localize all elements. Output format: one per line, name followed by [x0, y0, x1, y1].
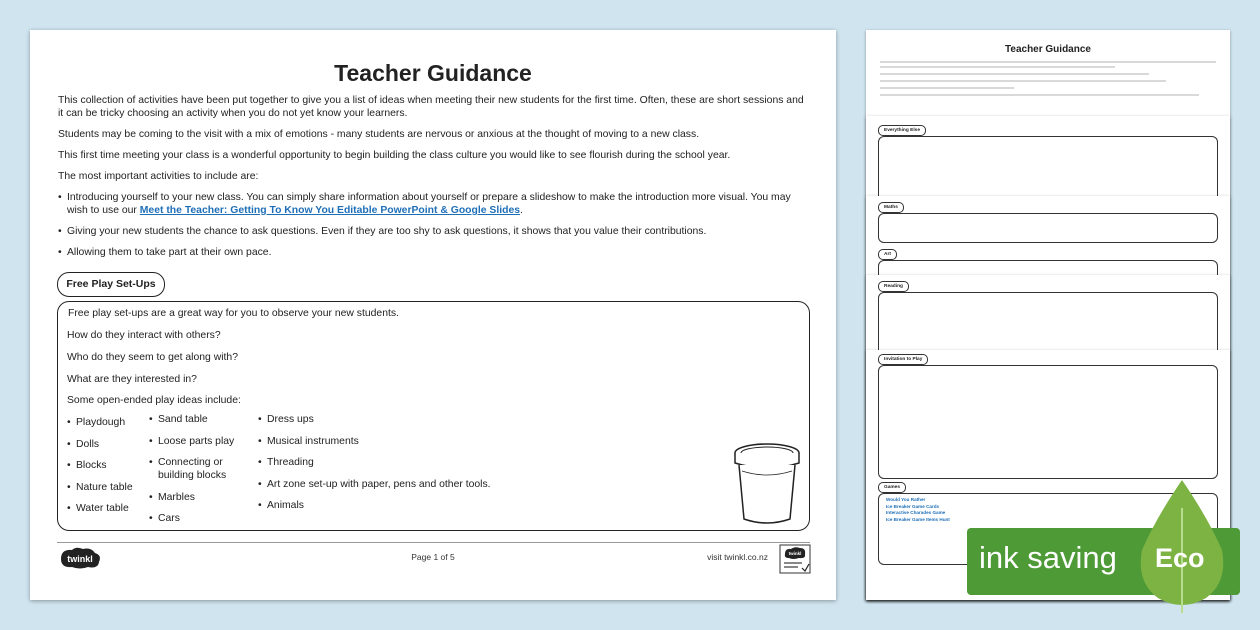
list-item: [58, 191, 810, 217]
preview-section-label: Maths: [878, 202, 904, 213]
list-item: Interactive Charades Game: [886, 510, 946, 515]
list-item: • Dress ups: [258, 413, 508, 426]
emotions-paragraph: Students may be coming to the visit with a mix of emotions - many students are nervous or anxious at the thought of moving to a new class.: [58, 129, 700, 140]
list-item: • Nature table: [67, 481, 147, 494]
preview-section-box: [878, 365, 1218, 479]
ideas-column-1: [67, 416, 147, 515]
list-item: • Art zone set-up with paper, pens and other tools.: [258, 478, 508, 491]
list-item: • Blocks: [67, 459, 147, 472]
eco-badge-label: Eco: [1155, 543, 1205, 573]
list-item: Ice Breaker Game Items Hunt: [886, 516, 950, 522]
main-page: [30, 30, 836, 600]
preview-text-block: [880, 58, 1216, 101]
page-body: [58, 94, 810, 267]
footer-divider: [57, 542, 810, 543]
ideas-column-2: [149, 413, 244, 525]
activities-heading: The most important activities to include are:: [58, 171, 259, 182]
list-item-text: Introducing yourself to your new class. You can simply share information about yourself or prepare a slideshow to make the introduction more visual. You may wish to use our: [67, 192, 791, 216]
list-item: • Water table: [67, 502, 147, 515]
list-item: Ice Breaker Game Cards: [886, 503, 940, 509]
list-item: • Musical instruments: [258, 435, 508, 448]
preview-section-label: Invitation to Play: [878, 354, 928, 365]
list-item-end: .: [520, 205, 523, 216]
preview-section-label: Art: [878, 249, 897, 260]
quality-badge-icon: [779, 544, 811, 574]
eco-banner-label: ink saving: [979, 540, 1117, 575]
box-question: Who do they seem to get along with?: [67, 352, 238, 363]
list-item: • Allowing them to take part at their own pace.: [58, 246, 810, 259]
website-link[interactable]: visit twinkl.co.nz: [707, 552, 768, 562]
list-item: • Sand table: [149, 413, 244, 426]
box-question: How do they interact with others?: [67, 330, 221, 341]
culture-paragraph: This first time meeting your class is a wonderful opportunity to begin building the class culture you would like to see flourish during the school year.: [58, 150, 731, 161]
box-question: What are they interested in?: [67, 374, 197, 385]
list-item: • Loose parts play: [149, 435, 244, 448]
activities-list: [58, 191, 810, 259]
intro-paragraph: This collection of activities have been put together to give you a list of ideas when meeting their new students for the first time. Often, these are short sessions and it can be tricky choosing an activity when you do not yet know your learners.: [58, 95, 804, 119]
section-label-free-play: Free Play Set-Ups: [57, 272, 165, 297]
preview-section-label: Games: [878, 482, 906, 493]
playdough-jar-illustration: [732, 441, 802, 527]
box-intro: Free play set-ups are a great way for you to observe your new students.: [68, 308, 399, 319]
list-item: • Marbles: [149, 491, 244, 504]
list-item: • Cars: [149, 512, 244, 525]
list-item: • Giving your new students the chance to ask questions. Even if they are too shy to ask questions, it shows that you value their contributions.: [58, 225, 810, 238]
meet-the-teacher-link[interactable]: Meet the Teacher: Getting To Know You Editable PowerPoint & Google Slides: [139, 205, 521, 216]
page-number: Page 1 of 5: [411, 552, 455, 562]
list-item: • Dolls: [67, 438, 147, 451]
list-item: • Threading: [258, 456, 508, 469]
preview-section-label: Everything Else: [878, 125, 926, 136]
logo-text: twinkl: [67, 554, 93, 564]
list-item: • Connecting or building blocks: [149, 456, 244, 482]
page-title: Teacher Guidance: [334, 60, 532, 86]
box-ideas-heading: Some open-ended play ideas include:: [67, 395, 241, 406]
list-item: Would You Rather: [886, 497, 926, 502]
badge-text: twinkl: [788, 551, 802, 556]
free-play-box: [57, 301, 810, 531]
ideas-column-3: [258, 413, 508, 512]
preview-title: Teacher Guidance: [1005, 44, 1091, 55]
list-item: • Playdough: [67, 416, 147, 429]
preview-section-box: [878, 213, 1218, 243]
list-item: • Animals: [258, 499, 508, 512]
preview-section-label: Reading: [878, 281, 909, 292]
